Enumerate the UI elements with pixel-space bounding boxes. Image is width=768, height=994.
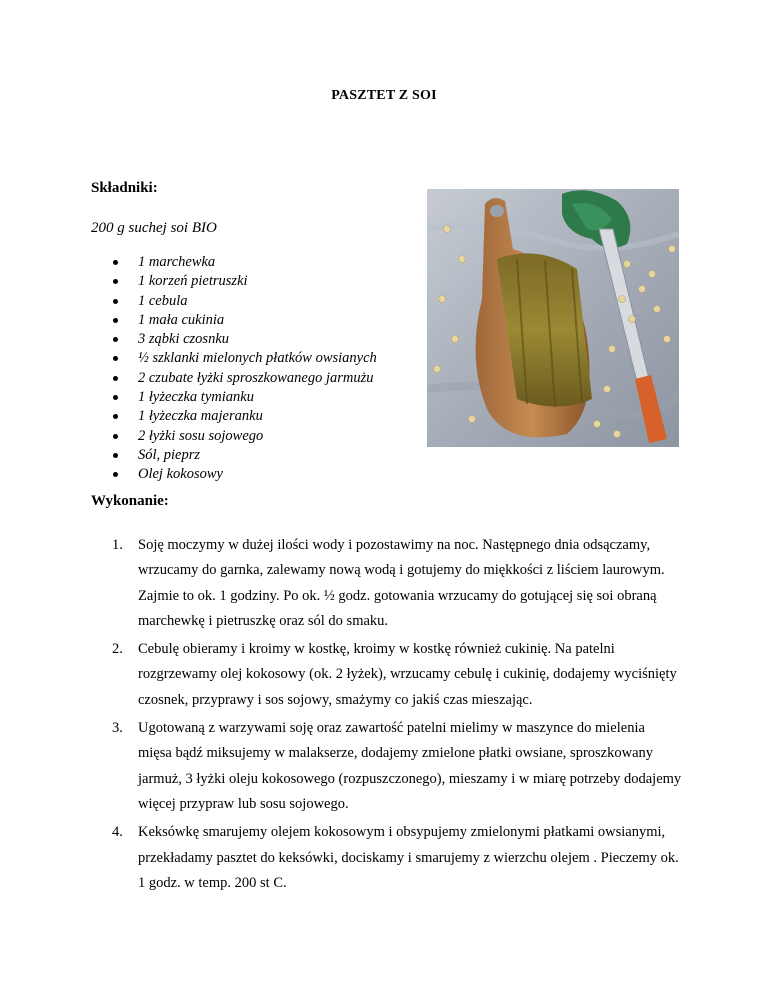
pate-photo-image bbox=[427, 189, 679, 447]
list-item bbox=[113, 311, 377, 330]
list-item bbox=[113, 369, 377, 388]
ingredient-text: 1 mała cukinia bbox=[138, 311, 225, 328]
step-number: 1. bbox=[112, 537, 123, 553]
list-item bbox=[112, 716, 682, 817]
list-item bbox=[113, 330, 377, 349]
ingredients-heading: Składniki: bbox=[91, 180, 158, 196]
ingredient-text: 1 marchewka bbox=[138, 254, 216, 270]
list-item bbox=[113, 465, 377, 484]
ingredient-text: 3 ząbki czosnku bbox=[138, 331, 230, 348]
ingredient-text: Sól, pieprz bbox=[138, 446, 201, 463]
bullet-icon bbox=[113, 414, 118, 419]
step-text: Keksówkę smarujemy olejem kokosowym i obsypujemy zmielonymi płatkami owsianymi, przekładamy pasztet do keksówki, dociskamy i smarujemy z wierzchu olejem . Pieczemy ok. 1 godz. w temp. 200 st C. bbox=[138, 824, 679, 891]
method-heading: Wykonanie: bbox=[91, 493, 169, 509]
bullet-icon bbox=[113, 299, 118, 304]
pate-photo bbox=[427, 189, 679, 447]
ingredient-text: ½ szklanki mielonych płatków owsianych bbox=[138, 350, 377, 367]
bullet-icon bbox=[113, 395, 118, 400]
ingredient-text: 2 czubate łyżki sproszkowanego jarmużu bbox=[138, 369, 374, 386]
bullet-icon bbox=[113, 318, 118, 323]
steps-list bbox=[112, 533, 682, 899]
list-item bbox=[113, 388, 377, 407]
ingredients-list bbox=[113, 253, 377, 485]
step-text: Cebulę obieramy i kroimy w kostkę, kroimy w kostkę również cukinię. Na patelni rozgrzewamy olej kokosowy (ok. 2 łyżek), wrzucamy cebulę i cukinię, dodajemy wyciśnięty czosnek, przyprawy i sos sojowy, smażymy co jakiś czas mieszając. bbox=[138, 641, 677, 708]
step-number: 2. bbox=[112, 641, 123, 658]
list-item bbox=[112, 820, 682, 896]
step-number: 3. bbox=[112, 720, 123, 737]
bullet-icon bbox=[113, 453, 118, 458]
list-item bbox=[113, 292, 377, 311]
ingredient-text: 1 korzeń pietruszki bbox=[138, 273, 248, 290]
bullet-icon bbox=[113, 472, 118, 477]
list-item bbox=[113, 427, 377, 446]
ingredient-text: 1 łyżeczka tymianku bbox=[138, 389, 254, 406]
bullet-icon bbox=[113, 434, 118, 439]
page-title: PASZTET Z SOI bbox=[331, 88, 437, 103]
step-text: Ugotowaną z warzywami soję oraz zawartość patelni mielimy w maszynce do mielenia mięsa bądź miksujemy w malakserze, dodajemy zmielone płatki owsiane, sproszkowany jarmuż, 3 łyżki oleju kokosowego (rozpuszczonego), mieszamy i w miarę potrzeby dodajemy więcej przypraw lub sosu sojowego. bbox=[138, 720, 682, 812]
ingredient-text: Olej kokosowy bbox=[138, 466, 223, 483]
ingredient-text: 1 łyżeczka majeranku bbox=[138, 408, 263, 425]
ingredient-text: 2 łyżki sosu sojowego bbox=[138, 427, 264, 444]
list-item bbox=[113, 407, 377, 426]
step-text: Soję moczymy w dużej ilości wody i pozostawimy na noc. Następnego dnia odsączamy, wrzucamy do garnka, zalewamy nową wodą i gotujemy do miękkości z liściem laurowym. Zajmie to ok. 1 godziny. Po ok. ½ godz. gotowania wrzucamy do gotującej się soi obraną marchewkę i pietruszkę oraz sól do smaku. bbox=[138, 537, 665, 629]
bullet-icon bbox=[113, 279, 118, 284]
bullet-icon bbox=[113, 260, 118, 265]
bullet-icon bbox=[113, 376, 118, 381]
bullet-icon bbox=[113, 337, 118, 342]
list-item bbox=[113, 446, 377, 465]
list-item bbox=[113, 349, 377, 368]
bullet-icon bbox=[113, 356, 118, 361]
soy-line: 200 g suchej soi BIO bbox=[91, 220, 217, 236]
list-item bbox=[113, 272, 377, 291]
step-number: 4. bbox=[112, 824, 123, 841]
ingredient-text: 1 cebula bbox=[138, 292, 188, 309]
list-item bbox=[112, 637, 682, 713]
list-item bbox=[113, 253, 377, 272]
list-item bbox=[112, 533, 682, 634]
